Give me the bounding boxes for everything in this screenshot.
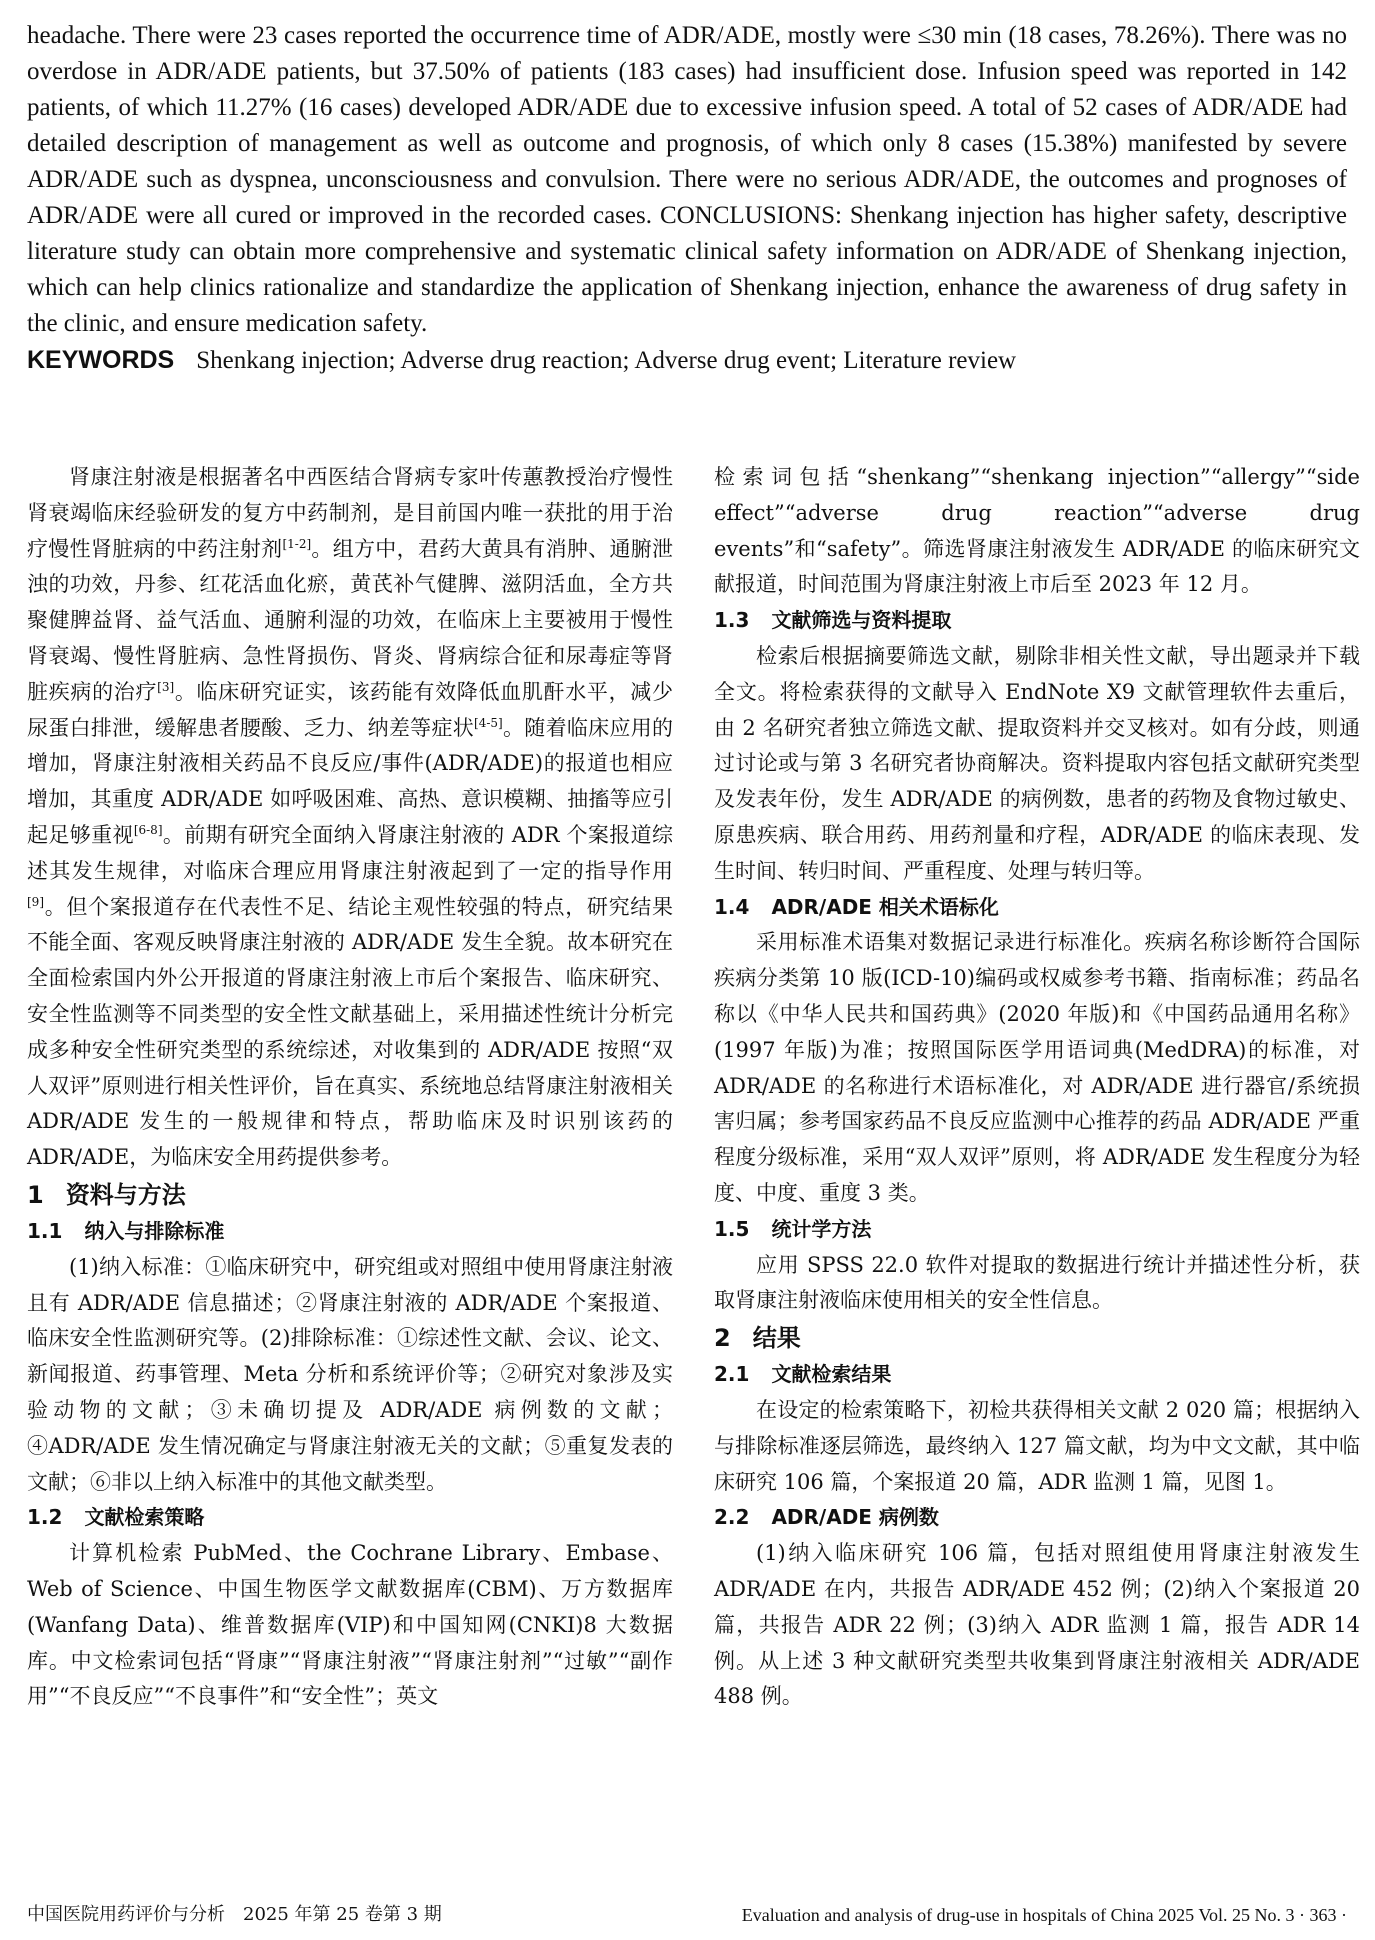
section-title: ADR/ADE 病例数 — [771, 1505, 939, 1530]
section-title: 文献检索结果 — [771, 1362, 892, 1387]
page-footer — [27, 1900, 1347, 1930]
keywords-line — [27, 342, 1347, 379]
intro-text: 肾康注射液是根据著名中西医结合肾病专家叶传蕙教授治疗慢性肾衰竭临床经验研发的复方中药制剂，是目前国内唯一获批的用于治疗慢性肾脏病的中药注射剂 — [27, 465, 673, 561]
section-number: 1.5 — [714, 1216, 750, 1241]
section-title: 统计学方法 — [771, 1216, 872, 1241]
footer-journal-cn: 中国医院用药评价与分析 2025 年第 25 卷第 3 期 — [27, 1904, 442, 1925]
section-title: 文献检索策略 — [84, 1505, 205, 1530]
section-1-3-text: 检索后根据摘要筛选文献，剔除非相关性文献，导出题录并下载全文。将检索获得的文献导入 EndNote X9 文献管理软件去重后，由 2 名研究者独立筛选文献、提取资料并交叉核对。如有分歧，则通过讨论或与第 3 名研究者协商解决。资料提取内容包括文献研究类型及发表年份，发生 ADR/ADE 的病例数，患者的药物及食物过敏史、原患疾病、联合用药、用药剂量和疗程，ADR/ADE 的临床表现、发生时间、转归时间、严重程度、处理与转归等。 — [714, 643, 1360, 883]
section-heading-1-5 — [714, 1212, 1360, 1248]
section-heading-1-2 — [27, 1500, 673, 1536]
section-1-2-text: 计算机检索 PubMed、the Cochrane Library、Embase、Web of Science、中国生物医学文献数据库(CBM)、万方数据库(Wanfang Data)、维普数据库(VIP)和中国知网(CNKI)8 大数据库。中文检索词包括“肾康”“肾康注射液”“肾康注射剂”“过敏”“副作用”“不良反应”“不良事件”和“安全性”；英文 — [27, 1541, 673, 1709]
section-number: 2.2 — [714, 1505, 750, 1530]
right-column — [714, 460, 1360, 1715]
keywords-text: Shenkang injection; Adverse drug reaction; Adverse drug event; Literature review — [196, 347, 1017, 374]
intro-text: 。组方中，君药大黄具有消肿、通腑泄浊的功效，丹参、红花活血化瘀，黄芪补气健脾、滋阴活血，全方共聚健脾益肾、益气活血、通腑利湿的功效，在临床上主要被用于慢性肾衰竭、慢性肾脏病、急性肾损伤、肾炎、肾病综合征和尿毒症等肾脏疾病的治疗 — [27, 536, 674, 704]
section-1-2-continued: 检索词包括“shenkang”“shenkang injection”“allergy”“side effect”“adverse drug reaction”“adverse drug events”和“safety”。筛选肾康注射液发生 ADR/ADE 的临床研究文献报道，时间范围为肾康注射液上市后至 2023 年 12 月。 — [714, 465, 1360, 597]
section-heading-2-2 — [714, 1500, 1360, 1536]
section-title: 结果 — [752, 1324, 801, 1353]
section-heading-1 — [27, 1176, 673, 1214]
section-1-4-text: 采用标准术语集对数据记录进行标准化。疾病名称诊断符合国际疾病分类第 10 版(ICD-10)编码或权威参考书籍、指南标准；药品名称以《中华人民共和国药典》(2020 年版)和《中国药品通用名称》(1997 年版)为准；按照国际医学用语词典(MedDRA)的标准，对 ADR/ADE 的名称进行术语标准化，对 ADR/ADE 进行器官/系统损害归属；参考国家药品不良反应监测中心推荐的药品 ADR/ADE 严重程度分级标准，采用“双人双评”原则，将 ADR/ADE 发生程度分为轻度、中度、重度 3 类。 — [714, 930, 1360, 1205]
section-heading-1-3 — [714, 603, 1360, 639]
citation: [9] — [27, 894, 44, 909]
footer-journal-en: Evaluation and analysis of drug-use in hospitals of China 2025 Vol. 25 No. 3 · 363 · — [741, 1905, 1347, 1925]
citation: [4-5] — [474, 715, 503, 730]
section-title: ADR/ADE 相关术语标化 — [771, 894, 999, 919]
left-column — [27, 460, 673, 1715]
intro-text: 。但个案报道存在代表性不足、结论主观性较强的特点，研究结果不能全面、客观反映肾康注射液的 ADR/ADE 发生全貌。故本研究在全面检索国内外公开报道的肾康注射液上市后个案报告、临床研究、安全性监测等不同类型的安全性文献基础上，采用描述性统计分析完成多种安全性研究类型的系统综述，对收集到的 ADR/ADE 按照“双人双评”原则进行相关性评价，旨在真实、系统地总结肾康注射液相关 ADR/ADE 发生的一般规律和特点，帮助临床及时识别该药的 ADR/ADE，为临床安全用药提供参考。 — [27, 894, 673, 1170]
section-title: 资料与方法 — [65, 1180, 186, 1209]
section-title: 文献筛选与资料提取 — [771, 608, 952, 633]
section-title: 纳入与排除标准 — [84, 1218, 225, 1243]
section-number: 2 — [714, 1324, 731, 1353]
section-number: 1.4 — [714, 894, 750, 919]
intro-text: 。前期有研究全面纳入肾康注射液的 ADR 个案报道综述其发生规律，对临床合理应用肾康注射液起到了一定的指导作用 — [27, 822, 673, 883]
section-number: 1.3 — [714, 608, 750, 633]
citation: [1-2] — [282, 536, 312, 551]
citation: [6-8] — [133, 822, 163, 837]
section-heading-2 — [714, 1319, 1360, 1357]
section-heading-1-1 — [27, 1214, 673, 1250]
section-number: 1 — [27, 1180, 44, 1209]
section-number: 2.1 — [714, 1362, 750, 1387]
section-2-2-text: (1)纳入临床研究 106 篇，包括对照组使用肾康注射液发生 ADR/ADE 在内，共报告 ADR/ADE 452 例；(2)纳入个案报道 20 篇，共报告 ADR 22 例；(3)纳入 ADR 监测 1 篇，报告 ADR 14 例。从上述 3 种文献研究类型共收集到肾康注射液相关 ADR/ADE 488 例。 — [714, 1541, 1360, 1709]
section-heading-2-1 — [714, 1357, 1360, 1393]
abstract-text: headache. There were 23 cases reported the occurrence time of ADR/ADE, mostly were ≤30 min (18 cases, 78.26%). There was no overdose in ADR/ADE patients, but 37.50% of patients (183 cases) had insufficient dose. Infusion speed was reported in 142 patients, of which 11.27% (16 cases) developed ADR/ADE due to excessive infusion speed. A total of 52 cases of ADR/ADE had detailed description of management as well as outcome and prognosis, of which only 8 cases (15.38%) manifested by severe ADR/ADE such as dyspnea, unconsciousness and convulsion. There were no serious ADR/ADE, the outcomes and prognoses of ADR/ADE were all cured or improved in the recorded cases. CONCLUSIONS: Shenkang injection has higher safety, descriptive literature study can obtain more comprehensive and systematic clinical safety information on ADR/ADE of Shenkang injection, which can help clinics rationalize and standardize the application of Shenkang injection, enhance the awareness of drug safety in the clinic, and ensure medication safety. — [27, 22, 1347, 337]
keywords-label: KEYWORDS — [27, 346, 175, 374]
section-1-1-text: (1)纳入标准：①临床研究中，研究组或对照组中使用肾康注射液且有 ADR/ADE 信息描述；②肾康注射液的 ADR/ADE 个案报道、临床安全性监测研究等。(2)排除标准：①综述性文献、会议、论文、新闻报道、药事管理、Meta 分析和系统评价等；②研究对象涉及实验动物的文献；③未确切提及 ADR/ADE 病例数的文献；④ADR/ADE 发生情况确定与肾康注射液无关的文献；⑤重复发表的文献；⑥非以上纳入标准中的其他文献类型。 — [27, 1254, 673, 1494]
section-number: 1.1 — [27, 1218, 63, 1243]
section-2-1-text: 在设定的检索策略下，初检共获得相关文献 2 020 篇；根据纳入与排除标准逐层筛选，最终纳入 127 篇文献，均为中文文献，其中临床研究 106 篇，个案报道 20 篇，ADR 监测 1 篇，见图 1。 — [714, 1397, 1360, 1494]
english-abstract — [27, 18, 1347, 379]
intro-text: 。随着临床应用的增加，肾康注射液相关药品不良反应/事件(ADR/ADE)的报道也相应增加，其重度 ADR/ADE 如呼吸困难、高热、意识模糊、抽搐等应引起足够重视 — [27, 715, 674, 847]
citation: [3] — [157, 679, 175, 694]
intro-text: 。临床研究证实，该药能有效降低血肌酐水平，减少尿蛋白排泄，缓解患者腰酸、乏力、纳差等症状 — [27, 679, 674, 740]
intro-paragraph — [27, 460, 673, 1176]
section-heading-1-4 — [714, 890, 1360, 926]
section-1-5-text: 应用 SPSS 22.0 软件对提取的数据进行统计并描述性分析，获取肾康注射液临床使用相关的安全性信息。 — [714, 1252, 1360, 1313]
section-number: 1.2 — [27, 1505, 63, 1530]
